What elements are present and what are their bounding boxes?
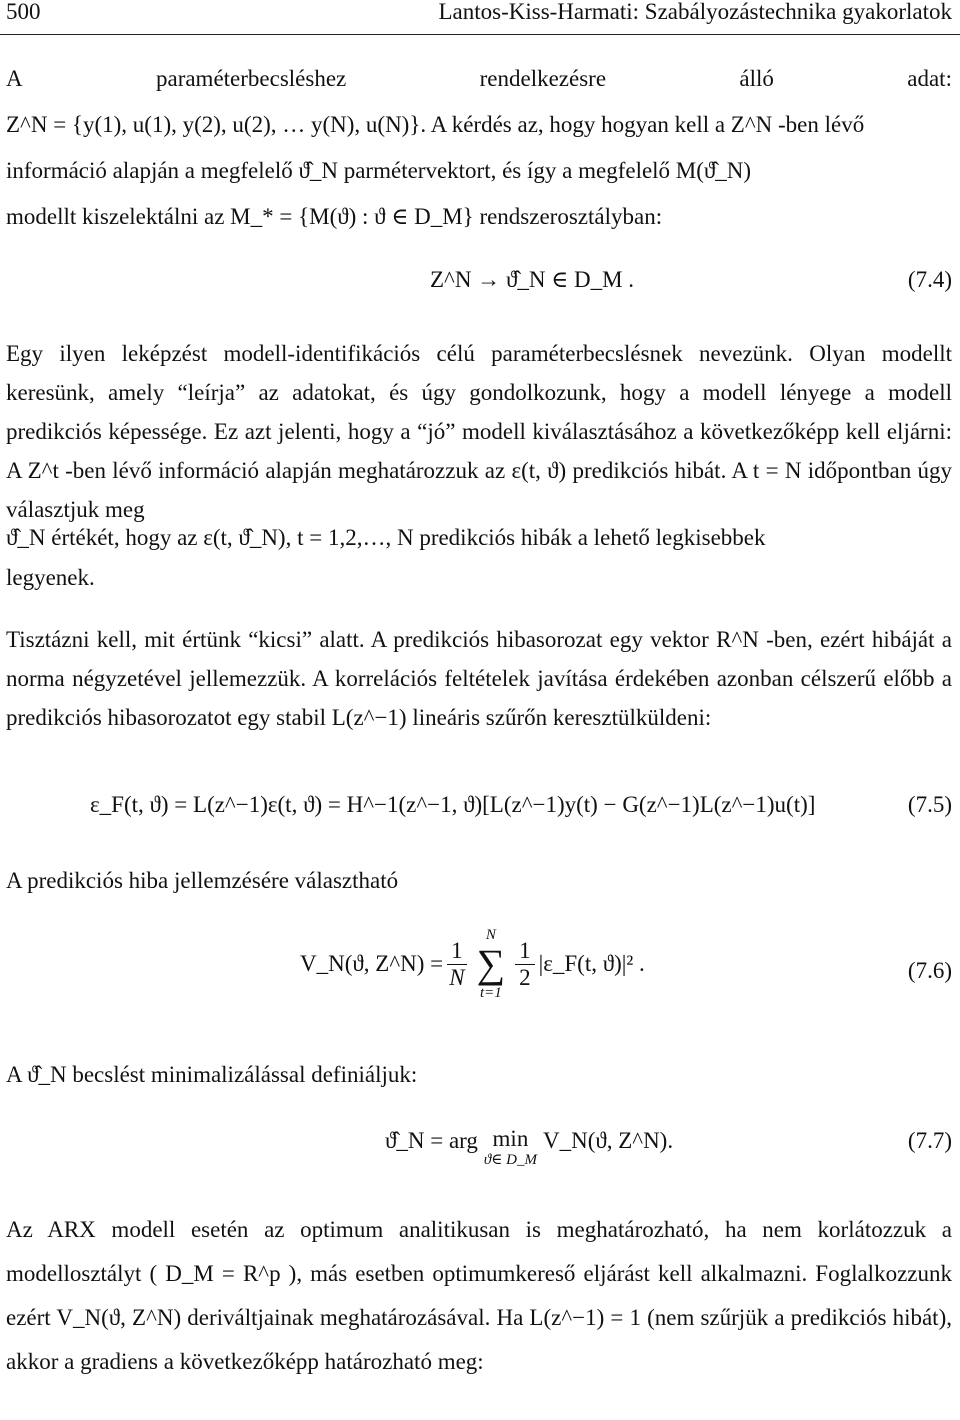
para2b-line1: ϑ̂_N értékét, hogy az ε(t, ϑ̂_N), t = 1,2,…, N predikciós hibák a lehető legkisebbek xyxy=(6,525,766,550)
para3: Tisztázni kell, mit értünk “kicsi” alatt. A predikciós hibasorozat egy vektor R^N -ben, ezért hibáját a norma négyzetével jellemezzük. A korrelációs feltételek javítása érdekében azonban célszerű előbb a predikciós hibasorozatot egy stabil L(z^−1) lineáris szűrőn keresztülküldeni: xyxy=(6,627,952,730)
para2: Egy ilyen leképzést modell-identifikációs célú paraméterbecslésnek nevezünk. Olyan modellt keresünk, amely “leírja” az adatokat, és úgy gondolkozunk, hogy a modell lényege a modell predikciós képessége. Ez azt jelenti, hogy a “jó” modell kiválasztásához a következőképp kell eljárni: A Z^t -ben lévő információ alapján meghatározzuk az ε(t, ϑ) predikciós hibát. A t = N időpontban úgy választjuk meg xyxy=(6,341,952,522)
para1-line4: modellt kiszelektálni az M_* = {M(ϑ) : ϑ ∈ D_M} rendszerosztályban: xyxy=(6,204,663,229)
running-header xyxy=(6,0,952,24)
para6: Az ARX modell esetén az optimum analitikusan is meghatározható, ha nem korlátozzuk a modellosztályt ( D_M = R^p ), más esetben optimumkereső eljárást kell alkalmazni. Foglalkozzunk ezért V_N(ϑ, Z^N) deriváltjainak meghatározásával. Ha L(z^−1) = 1 (nem szűrjük a predikciós hibát), akkor a gradiens a következőképp határozható meg: xyxy=(6,1217,952,1374)
eq76-rhs: |ε_F(t, ϑ)|² . xyxy=(538,951,645,976)
page-number: 500 xyxy=(6,0,41,24)
para1-line1: A paraméterbecsléshez rendelkezésre álló adat: xyxy=(6,66,952,91)
para1-line2: Z^N = {y(1), u(1), y(2), u(2), … y(N), u(N)}. A kérdés az, hogy hogyan kell a Z^N -ben lévő xyxy=(6,112,865,137)
equation-7-6 xyxy=(300,926,645,1002)
eq76-lhs: V_N(ϑ, Z^N) = xyxy=(300,951,444,976)
equation-number-7-7: (7.7) xyxy=(907,1128,952,1153)
para4: A predikciós hiba jellemzésére választható xyxy=(6,868,399,893)
header-rule xyxy=(0,34,960,35)
para1-line3: információ alapján a megfelelő ϑ̂_N parmétervektort, és így a megfelelő M(ϑ̂_N) xyxy=(6,158,752,183)
equation-7-5: ε_F(t, ϑ) = L(z^−1)ε(t, ϑ) = H^−1(z^−1, ϑ)[L(z^−1)y(t) − G(z^−1)L(z^−1)u(t)] xyxy=(90,792,816,817)
equation-number-7-4: (7.4) xyxy=(907,267,952,292)
para2b-line2: legyenek. xyxy=(6,565,95,590)
eq77-min-operator: min ϑ∈ D_M xyxy=(483,1126,537,1168)
equation-7-7 xyxy=(385,1126,673,1168)
eq76-fraction-1-over-N: $\frac{1}{N}$ xyxy=(447,938,467,991)
summation-symbol: N ∑ t=1 xyxy=(476,927,506,1001)
para5: A ϑ̂_N becslést minimalizálással definiáljuk: xyxy=(6,1062,418,1087)
equation-7-4: Z^N → ϑ̂_N ∈ D_M . xyxy=(430,267,635,292)
eq76-fraction-1-over-2: $\frac{1}{2}$ xyxy=(515,938,535,991)
running-title: Lantos-Kiss-Harmati: Szabályozástechnika gyakorlatok xyxy=(438,0,952,24)
equation-number-7-5: (7.5) xyxy=(907,792,952,817)
equation-number-7-6: (7.6) xyxy=(907,958,952,983)
eq77-lhs: ϑ̂_N = arg xyxy=(385,1128,478,1153)
eq77-rhs: V_N(ϑ, Z^N). xyxy=(542,1128,674,1153)
